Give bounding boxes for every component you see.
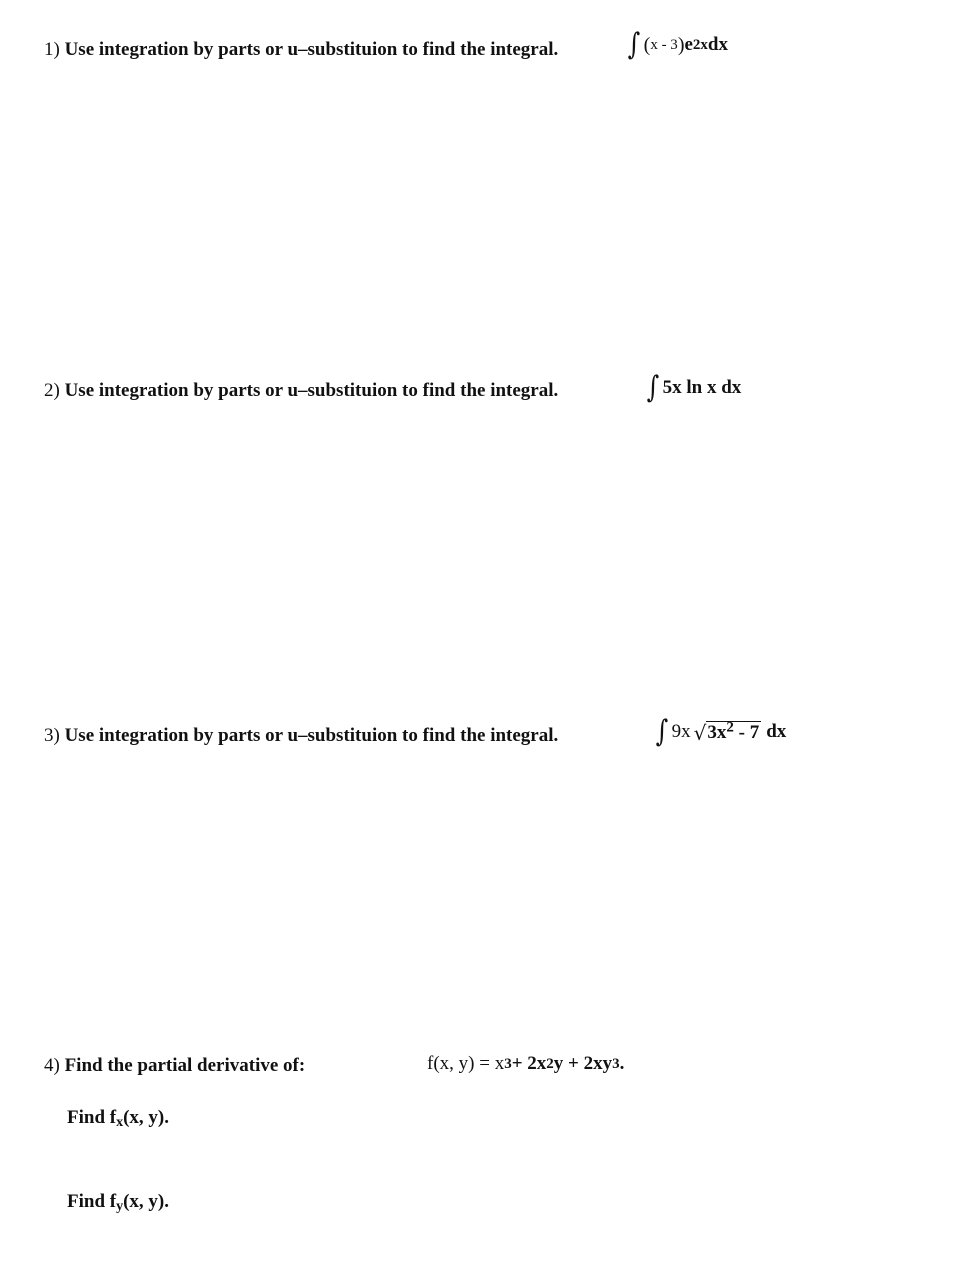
differential: dx xyxy=(707,34,728,55)
differential: dx xyxy=(766,721,787,742)
integral-sign-icon: ∫ xyxy=(646,370,660,405)
question-1-integral: ∫ ( x - 3 ) e 2x dx xyxy=(627,27,728,62)
question-4-function: f(x, y) = x 3 + 2x 2 y + 2xy 3 . xyxy=(427,1053,625,1074)
integral-sign-icon: ∫ xyxy=(655,714,669,749)
radical-icon: √ xyxy=(693,721,707,746)
question-2-prompt xyxy=(44,380,558,402)
question-1-prompt xyxy=(44,39,558,61)
question-2-integral xyxy=(645,370,742,405)
partial-y-prompt: Find $f_y(x$, y). xyxy=(67,1191,170,1214)
question-3-number: 3) xyxy=(44,725,60,746)
question-3-prompt xyxy=(44,725,558,747)
question-2-number: 2) xyxy=(44,380,60,401)
question-4-prompt xyxy=(44,1055,305,1077)
integrand: 5x ln x dx xyxy=(662,377,742,398)
coefficient: 9x xyxy=(671,721,691,742)
question-1-number: 1) xyxy=(44,39,60,60)
square-root xyxy=(693,718,762,746)
partial-x-prompt: Find $f_x(x$, y). xyxy=(67,1107,170,1130)
question-2-text: Use integration by parts or u–substituion to find the integral. xyxy=(64,380,559,401)
exp-base: e xyxy=(684,34,693,55)
question-4-number: 4) xyxy=(44,1055,60,1076)
integral-sign-icon: ∫ xyxy=(627,27,641,62)
integrand-inner: x - 3 xyxy=(650,36,678,53)
question-1-text: Use integration by parts or u–substituion to find the integral. xyxy=(64,39,559,60)
question-3-integral xyxy=(654,714,787,749)
radicand: $3x^2 - 7$ xyxy=(707,718,760,743)
question-4-text: Find the partial derivative of: xyxy=(64,1055,306,1076)
question-3-text: Use integration by parts or u–substituion to find the integral. xyxy=(64,725,559,746)
